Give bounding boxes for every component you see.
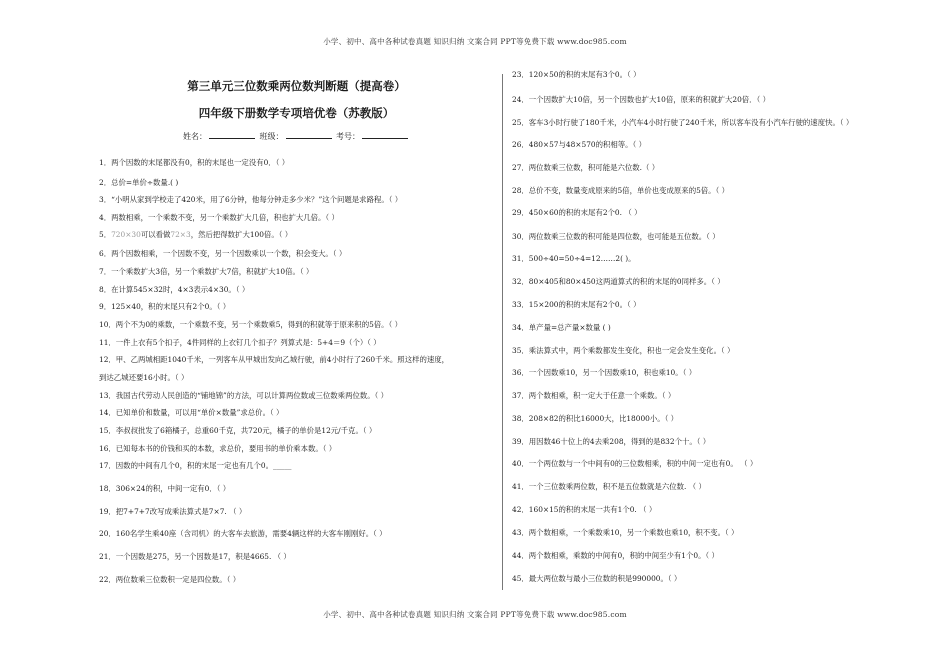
question-41: 41．一个三位数乘两位数，积不是五位数就是六位数. （ ） [512, 482, 706, 491]
question-5-suffix: ，然后把得数扩大100倍。（ ） [190, 230, 293, 239]
class-label: 班级： [259, 132, 284, 141]
question-5-faded-expression-2: 72×3 [170, 230, 191, 239]
question-31: 31．500÷40=50÷4=12……2( )。 [512, 254, 636, 263]
worksheet-subtitle: 四年级下册数学专项培优卷（苏教版） [198, 106, 395, 120]
question-30: 30．两位数乘三位数的积可能是四位数，也可能是五位数。（ ） [512, 232, 720, 241]
question-6: 6．两个因数相乘，一个因数不变，另一个因数乘以一个数，积会变大。（ ） [99, 249, 347, 258]
question-33: 33．15×200的积的末尾有2个0。（ ） [512, 300, 641, 309]
question-27: 27．两位数乘三位数，积可能是六位数.（ ） [512, 163, 660, 172]
question-36: 36．一个因数乘10，另一个因数乘10，积也乘10。（ ） [512, 368, 697, 377]
worksheet-title: 第三单元三位数乘两位数判断题（提高卷） [187, 79, 406, 93]
question-22: 22．两位数乘三位数积一定是四位数。（ ） [99, 575, 241, 584]
footer-banner: 小学、初中、高中各种试卷真题 知识归纳 文案合同 PPT等免费下载 www.doc985.com [323, 610, 627, 619]
question-29: 29．450×60的积的末尾有2个0. （ ） [512, 208, 642, 217]
question-15: 15．李叔叔批发了6箱橘子，总重60千克，共720元，橘子的单价是12元/千克。（ ） [99, 426, 377, 435]
question-26: 26．480×57与48×570的积相等。（ ） [512, 140, 646, 149]
question-34: 34．单产量=总产量×数量 ( ) [512, 323, 611, 332]
question-12-line-1: 12．甲、乙两城相距1040千米，一列客车从甲城出发向乙城行驶，前4小时行了260千米。照这样的速度， [99, 355, 450, 364]
question-43: 43．两个数相乘，一个乘数乘10，另一个乘数也乘10，积不变。（ ） [512, 528, 739, 537]
question-45: 45．最大两位数与最小三位数的积是990000。（ ） [512, 574, 682, 583]
question-5-prefix: 5． [99, 230, 112, 239]
question-28: 28．总价不变，数量变成原来的5倍，单价也变成原来的5倍。（ ） [512, 186, 730, 195]
number-label: 考号： [336, 132, 361, 141]
question-39: 39．用因数46十位上的4去乘208，得到的是832个十。（ ） [512, 437, 711, 446]
question-21: 21．一个因数是275，另一个因数是17，积是4665. （ ） [99, 552, 291, 561]
question-4: 4．两数相乘，一个乘数不变，另一个乘数扩大几倍，积也扩大几倍。（ ） [99, 213, 339, 222]
question-7: 7．一个乘数扩大3倍，另一个乘数扩大7倍，积就扩大10倍。（ ） [99, 267, 314, 276]
question-24: 24．一个因数扩大10倍，另一个因数也扩大10倍，原来的积就扩大20倍．（ ） [512, 95, 770, 104]
question-37: 37．两个数相乘，积一定大于任意一个乘数。（ ） [512, 391, 676, 400]
question-11: 11．一件上衣有5个扣子，4件同样的上衣钉几个扣子？列算式是：5+4＝9（个）（ ） [99, 338, 381, 347]
student-info-row [99, 130, 494, 142]
question-9: 9．125×40，积的末尾只有2个0。（ ） [99, 302, 231, 311]
question-10: 10．两个不为0的乘数，一个乘数不变，另一个乘数乘5，得到的积就等于原来积的5倍。（ ） [99, 320, 403, 329]
question-5-middle: 可以看做 [140, 230, 171, 239]
question-40: 40．一个两位数与一个中间有0的三位数相乘，积的中间一定也有0。 （ ） [512, 459, 758, 468]
question-42: 42．160×15的积的末尾一共有1个0. （ ） [512, 505, 657, 514]
question-25: 25．客车3小时行驶了180千米，小汽车4小时行驶了240千米，所以客车没有小汽车行驶的速度快。（ ） [512, 118, 854, 127]
question-14: 14．已知单价和数量，可以用“单价×数量”求总价。（ ） [99, 408, 284, 417]
question-1: 1．两个因数的末尾都没有0，积的末尾也一定没有0．（ ） [99, 158, 290, 167]
question-8: 8．在计算545×32时，4×3表示4×30。（ ） [99, 285, 250, 294]
question-2: 2．总价=单价÷数量.( ) [99, 178, 179, 187]
name-label: 姓名： [182, 132, 207, 141]
question-18: 18．306×24的积，中间一定有0．（ ） [99, 484, 231, 493]
question-20: 20．160名学生乘40座（含司机）的大客车去旅游，需要4辆这样的大客车刚刚好。（ ） [99, 529, 387, 538]
question-35: 35．乘法算式中，两个乘数都发生变化，积也一定会发生变化。（ ） [512, 346, 735, 355]
question-5-faded-expression: 720×30 [111, 230, 141, 239]
question-19: 19．把7+7+7改写成乘法算式是7×7. （ ） [99, 507, 247, 516]
question-38: 38．208×82的积比16000大，比18000小。（ ） [512, 414, 679, 423]
question-32: 32．80×405和80×450这两道算式的积的末尾的0同样多。（ ） [512, 277, 725, 286]
class-blank[interactable] [286, 130, 332, 139]
question-5 [99, 230, 292, 240]
question-16: 16．已知每本书的价钱和买的本数，求总价，要用书的单价乘本数。（ ） [99, 444, 337, 453]
question-13: 13．我国古代劳动人民创造的“铺地锦”的方法，可以计算两位数或三位数乘两位数。（ ） [99, 391, 389, 400]
question-12-line-2: 到达乙城还要16小时。（ ） [99, 373, 189, 382]
header-banner: 小学、初中、高中各种试卷真题 知识归纳 文案合同 PPT等免费下载 www.doc985.com [323, 37, 627, 46]
number-blank[interactable] [362, 130, 408, 139]
question-23: 23．120×50的积的末尾有3个0。（ ） [512, 70, 641, 79]
question-44: 44．两个数相乘，乘数的中间有0，积的中间至少有1个0。（ ） [512, 551, 719, 560]
question-3: 3．“小明从家到学校走了420米，用了6分钟，他每分钟走多少米？”这个问题是求路程。（ ） [99, 195, 403, 204]
name-blank[interactable] [209, 130, 255, 139]
question-17: 17．因数的中间有几个0，积的末尾一定也有几个0。_____ [99, 461, 292, 470]
column-divider [502, 74, 503, 590]
